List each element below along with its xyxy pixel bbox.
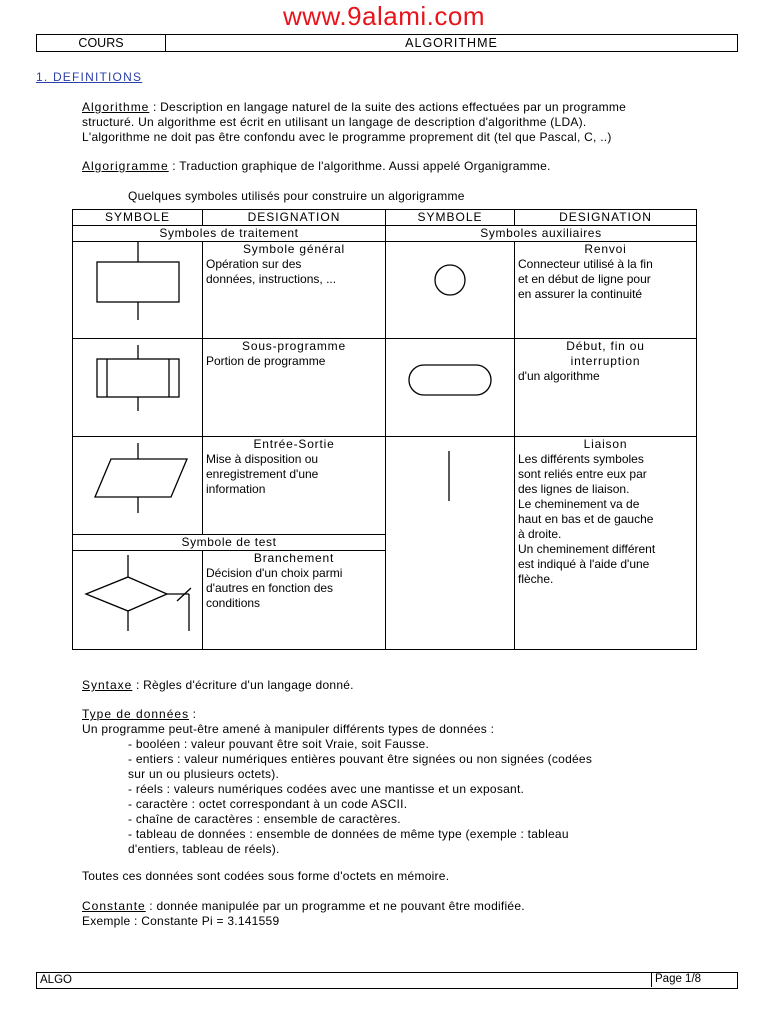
group-traitement: Symboles de traitement (73, 226, 386, 242)
watermark: www.9alami.com (282, 1, 486, 31)
header-title: ALGORITHME (405, 36, 498, 50)
designation-entree-sortie: Entrée-Sortie Mise à disposition ou enregistrement d'une information (203, 437, 386, 535)
list-item: - chaîne de caractères : ensemble de caractères. (128, 812, 401, 826)
symbols-table (72, 209, 697, 650)
term-type-donnees: Type de données (82, 707, 190, 721)
list-item: - entiers : valeur numériques entières pouvant être signées ou non signées (codées (128, 752, 593, 766)
list-item: sur un ou plusieurs octets). (128, 767, 280, 781)
list-item: - tableau de données : ensemble de données de même type (exemple : tableau (128, 827, 569, 841)
subprogram-box-icon (73, 339, 203, 437)
connector-circle-icon (386, 242, 515, 339)
header-left: COURS (37, 35, 166, 51)
terminal-oval-icon (386, 339, 515, 437)
designation-renvoi: Renvoi Connecteur utilisé à la fin et en début de ligne pour en assurer la continuité (515, 242, 697, 339)
col-header-designation: DESIGNATION (203, 210, 386, 226)
decision-diamond-icon (73, 551, 203, 650)
page-footer (36, 972, 738, 989)
designation-branchement: Branchement Décision d'un choix parmi d'autres en fonction des conditions (203, 551, 386, 650)
page-header (36, 34, 738, 52)
designation-debut-fin: Début, fin ou interruption d'un algorithme (515, 339, 697, 437)
term-constante: Constante (82, 899, 146, 913)
section-title: 1. DEFINITIONS (36, 70, 143, 84)
page-number: Page 1/8 (651, 972, 735, 987)
col-header-designation-2: DESIGNATION (515, 210, 697, 226)
term-algorithme: Algorithme (82, 100, 150, 114)
process-box-icon (73, 242, 203, 339)
definition-algorigramme: Algorigramme : Traduction graphique de l'algorithme. Aussi appelé Organigramme. (82, 159, 551, 173)
link-line-icon (386, 437, 515, 650)
term-algorigramme: Algorigramme (82, 159, 169, 173)
io-parallelogram-icon (73, 437, 203, 535)
list-item: - booléen : valeur pouvant être soit Vraie, soit Fausse. (128, 737, 430, 751)
definition-algorithme: Algorithme : Description en langage naturel de la suite des actions effectuées par un programme structuré. Un algorithme est écrit en utilisant un langage de description d'algorithme (LDA). L'algorithme ne doit pas être confondu avec le programme proprement dit (tel que Pascal, C, ..) (82, 100, 626, 144)
footer-left: ALGO (40, 974, 72, 986)
group-test: Symbole de test (73, 535, 386, 551)
definition-syntaxe: Syntaxe : Règles d'écriture d'un langage donné. (82, 678, 354, 692)
definition-types: Type de données : Un programme peut-être amené à manipuler différents types de données : - booléen : valeur pouvant être soit Vraie, soit Fausse. - entiers : valeur numériques entières pouvant être signées ou non signées (codées sur un ou plusieurs octets). - réels : valeurs numériques codées avec une mantisse et un exposant. - caractère : octet correspondant à un code ASCII. - chaîne de caractères : ensemble de caractères. - tableau de données : ensemble de données de même type (exemple : tableau d'entiers, tableau de réels). (82, 707, 593, 856)
col-header-symbole-2: SYMBOLE (386, 210, 515, 226)
definition-constante: Constante : donnée manipulée par un programme et ne pouvant être modifiée. Exemple : Constante Pi = 3.141559 (82, 899, 525, 928)
col-header-symbole: SYMBOLE (73, 210, 203, 226)
codage-note: Toutes ces données sont codées sous forme d'octets en mémoire. (82, 869, 450, 883)
list-item: - caractère : octet correspondant à un code ASCII. (128, 797, 408, 811)
designation-symbole-general: Symbole général Opération sur des données, instructions, ... (203, 242, 386, 339)
group-auxiliaires: Symboles auxiliaires (386, 226, 697, 242)
list-item: - réels : valeurs numériques codées avec une mantisse et un exposant. (128, 782, 525, 796)
designation-liaison: Liaison Les différents symboles sont reliés entre eux par des lignes de liaison. Le cheminement va de haut en bas et de gauche à droite. Un cheminement différent est indiqué à l'aide d'une flèche. (515, 437, 697, 650)
list-item: d'entiers, tableau de réels). (128, 842, 280, 856)
term-syntaxe: Syntaxe (82, 678, 133, 692)
table-intro: Quelques symboles utilisés pour construire un algorigramme (128, 189, 465, 203)
designation-sous-programme: Sous-programme Portion de programme (203, 339, 386, 437)
